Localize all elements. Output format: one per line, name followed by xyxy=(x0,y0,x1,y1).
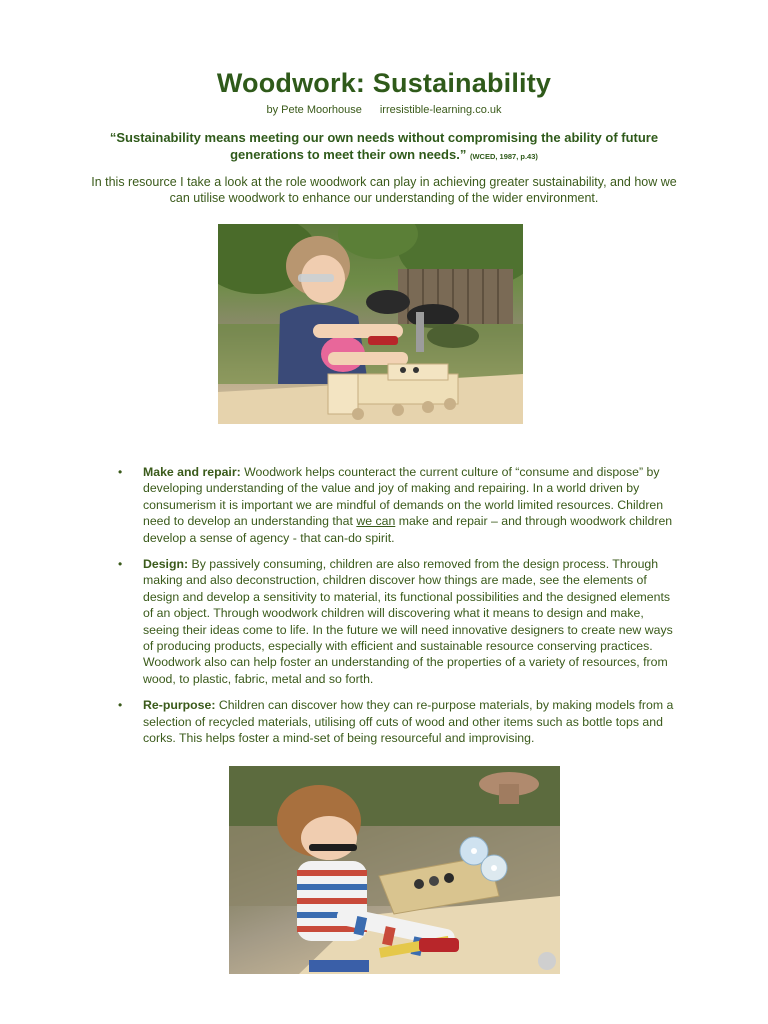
photo-child-hammering xyxy=(218,224,523,424)
quote-text: “Sustainability means meeting our own needs without compromising the ability of future generations to meet their own needs.” xyxy=(109,130,659,162)
bullet-list xyxy=(118,464,678,757)
bullet-text: Children can discover how they can re-purpose materials, by making models from a selection of recycled materials, utilising off cuts of wood and other items such as bottle tops and corks. This helps foster a mind-set of being resourceful and improvising. xyxy=(143,698,674,746)
bullet-heading: Re-purpose: xyxy=(143,698,216,713)
bullet-heading: Make and repair: xyxy=(143,465,241,479)
website-link[interactable]: irresistible-learning.co.uk xyxy=(379,104,502,116)
bullet-design xyxy=(118,556,678,687)
bullet-make-and-repair xyxy=(118,464,678,546)
intro-paragraph: In this resource I take a look at the role woodwork can play in achieving greater sustainability, and how we can utilise woodwork to enhance our understanding of the wider environment. xyxy=(91,175,677,205)
page-title: Woodwork: Sustainability xyxy=(216,68,552,98)
bullet-text: Woodwork helps counteract the current culture of “consume and dispose” by developing understanding of the value and joy of making and repairing. In a world driven by consumerism it is important we are mindful of demands on the world limited resources. Children need to develop an understanding that xyxy=(143,465,664,529)
photo-child-recycled-model xyxy=(229,766,560,974)
quote-citation: (WCED, 1987, p.43) xyxy=(469,152,538,161)
bullet-heading: Design: xyxy=(143,557,189,572)
photo-illustration xyxy=(229,766,560,974)
bullet-marker: • xyxy=(118,557,123,572)
sustainability-quote xyxy=(84,129,684,165)
bullet-text: By passively consuming, children are also removed from the design process. Through making and also deconstruction, children discover how things are made, see the elements of design and develop a sensitivity to material, its functional possibilities and the designed elements of an object. Through woodwork children will discovering what it means to design and make, seeing their ideas come to life. In the future we will need innovative designers to create new ways of producing products, especially with efficient and sustainable resource conserving practices. Woodwork also can help foster an understanding of the properties of a variety of resources, from wood, to plastic, fabric, metal and so forth. xyxy=(143,557,673,686)
bullet-re-purpose xyxy=(118,697,678,746)
photo-illustration xyxy=(218,224,523,424)
author: by Pete Moorhouse xyxy=(266,104,362,116)
bullet-marker: • xyxy=(118,465,123,479)
bullet-marker: • xyxy=(118,698,123,713)
byline xyxy=(0,104,768,116)
bullet-underlined-text: we can xyxy=(356,514,396,529)
bullet-text-continued: make and repair – and through woodwork children develop a sense of agency - that can-do spirit. xyxy=(143,514,673,545)
